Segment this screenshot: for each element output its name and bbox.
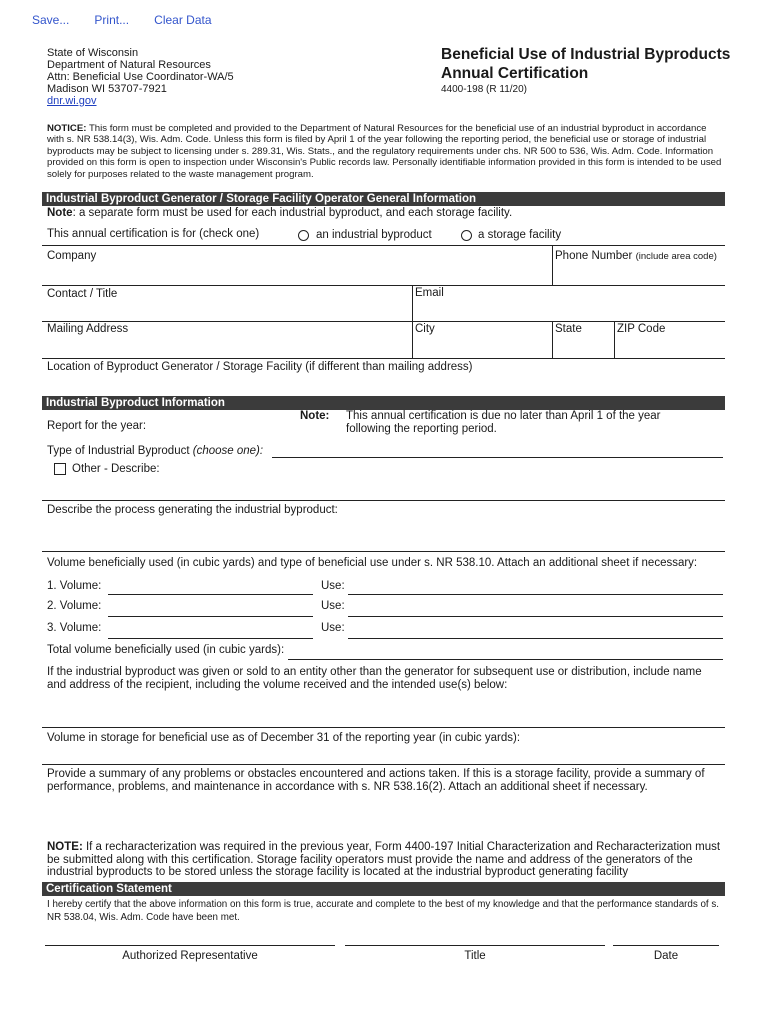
volume-2-field[interactable] (108, 616, 313, 617)
report-year-label: Report for the year: (47, 420, 147, 432)
state-label: State (555, 323, 582, 335)
check-one-label: This annual certification is for (check one) (47, 228, 260, 240)
byproduct-type-label (47, 445, 263, 457)
volume-3-field[interactable] (108, 638, 313, 639)
due-note-label: Note: (300, 410, 330, 422)
save-link[interactable]: Save... (32, 13, 70, 27)
use-3-label: Use: (321, 622, 345, 634)
process-field[interactable] (42, 519, 725, 550)
phone-label-text: Phone Number (555, 250, 633, 262)
mailing-address-field[interactable] (42, 338, 412, 357)
phone-label (555, 250, 717, 262)
radio-industrial-byproduct[interactable] (298, 230, 309, 241)
agency-line-4: Madison WI 53707-7921 (47, 83, 167, 95)
section-note (47, 207, 512, 219)
city-label: City (415, 323, 435, 335)
recipient-field[interactable] (42, 693, 725, 726)
use-3-field[interactable] (348, 638, 723, 639)
date-field[interactable] (613, 945, 719, 946)
form-title-line-2: Annual Certification (441, 65, 589, 82)
section-note-text: : a separate form must be used for each industrial byproduct, and each storage facility. (72, 207, 513, 219)
divider (42, 500, 725, 501)
agency-website-link[interactable]: dnr.wi.gov (47, 95, 97, 107)
divider (42, 358, 725, 359)
radio-industrial-byproduct-label: an industrial byproduct (316, 229, 432, 241)
byproduct-type-label-text: Type of Industrial Byproduct (47, 445, 193, 457)
form-title-line-1: Beneficial Use of Industrial Byproducts (441, 46, 731, 63)
phone-hint: (include area code) (635, 251, 717, 262)
process-label: Describe the process generating the industrial byproduct: (47, 504, 338, 516)
agency-line-3: Attn: Beneficial Use Coordinator-WA/5 (47, 71, 234, 83)
divider (42, 285, 725, 286)
company-field[interactable] (42, 264, 552, 284)
phone-field[interactable] (553, 264, 725, 284)
city-field[interactable] (413, 338, 552, 357)
other-describe-label: Other - Describe: (72, 463, 160, 475)
zip-field[interactable] (615, 338, 725, 357)
divider (42, 551, 725, 552)
agency-address (47, 47, 234, 107)
notice-label: NOTICE: (47, 123, 87, 134)
section-note-label: Note (47, 207, 73, 219)
divider (42, 764, 725, 765)
byproduct-type-field[interactable] (272, 457, 723, 458)
clear-data-link[interactable]: Clear Data (154, 13, 212, 27)
volume-intro: Volume beneficially used (in cubic yards) and type of beneficial use under s. NR 538.10. Attach an additional sheet if necessary: (47, 557, 698, 569)
due-note-line-2: following the reporting period. (346, 423, 497, 435)
recharacterization-note (47, 841, 722, 879)
byproduct-type-hint: (choose one): (192, 445, 264, 457)
notice (47, 123, 725, 180)
recharacterization-note-label: NOTE: (47, 841, 83, 853)
state-field[interactable] (553, 338, 614, 357)
notice-text: This form must be completed and provided to the Department of Natural Resources for the beneficial use of an industrial byproduct in accordance with s. NR 538.14(3), Wis. Adm. Code. Unless this form is filed by April 1 of the year following the reporting period, the beneficial use or storage of industrial byproducts may be subject to licensing under s. 289.31, Wis. Stats., and the regulatory requirements under chs. NR 500 to 536, Wis. Adm. Code. Information provided on this form is open to inspection under Wisconsin's Public records law. Personally identifiable information provided in this form is intended to be used solely for purposes related to the waste management program. (47, 123, 722, 180)
divider (42, 245, 725, 246)
volume-3-label: 3. Volume: (47, 622, 102, 634)
location-label: Location of Byproduct Generator / Storage Facility (if different than mailing address) (47, 361, 473, 373)
title-label: Title (464, 950, 486, 962)
section-general-info-header: Industrial Byproduct Generator / Storage Facility Operator General Information (42, 192, 725, 206)
volume-1-field[interactable] (108, 594, 313, 595)
section-byproduct-info-header: Industrial Byproduct Information (42, 396, 725, 410)
storage-volume-label: Volume in storage for beneficial use as of December 31 of the reporting year (in cubic yards): (47, 732, 521, 744)
agency-line-1: State of Wisconsin (47, 47, 139, 59)
agency-line-2: Department of Natural Resources (47, 59, 211, 71)
use-2-field[interactable] (348, 616, 723, 617)
location-field[interactable] (42, 376, 725, 394)
mailing-address-label: Mailing Address (47, 323, 129, 335)
date-label: Date (653, 950, 679, 962)
divider (42, 321, 725, 322)
certification-statement: I hereby certify that the above information on this form is true, accurate and complete to the best of my knowledge and that the performance standards of s. NR 538.04, Wis. Adm. Code have been met. (47, 899, 719, 923)
volume-2-label: 2. Volume: (47, 600, 102, 612)
volume-1-label: 1. Volume: (47, 580, 102, 592)
email-field[interactable] (413, 302, 725, 320)
recharacterization-note-text: If a recharacterization was required in the previous year, Form 4400-197 Initial Characterization and Recharacterization must be submitted along with this certification. Storage facility operators must provide the name and address of the generators of the industrial byproducts to be stored unless the storage facility is located at the industrial byproduct generating facility (47, 841, 721, 878)
contact-field[interactable] (42, 302, 412, 320)
email-label: Email (415, 287, 444, 299)
form-number: 4400-198 (R 11/20) (441, 84, 527, 95)
title-field[interactable] (345, 945, 605, 946)
report-year-field[interactable] (150, 416, 290, 432)
other-checkbox[interactable] (54, 463, 66, 475)
radio-storage-facility-label: a storage facility (478, 229, 562, 241)
print-link[interactable]: Print... (94, 13, 130, 27)
other-describe-field[interactable] (170, 462, 725, 478)
storage-volume-field[interactable] (42, 747, 725, 763)
toolbar (32, 13, 234, 27)
due-note-line-1: This annual certification is due no later than April 1 of the year (346, 410, 661, 422)
use-1-label: Use: (321, 580, 345, 592)
total-volume-field[interactable] (288, 659, 723, 660)
divider (42, 727, 725, 728)
use-1-field[interactable] (348, 594, 723, 595)
problems-summary-field[interactable] (42, 795, 725, 835)
contact-label: Contact / Title (47, 288, 118, 300)
zip-label: ZIP Code (617, 323, 666, 335)
recipient-instructions: If the industrial byproduct was given or sold to an entity other than the generator for subsequent use or distribution, include name and address of the recipient, including the volume received and the intended use(s) below: (47, 666, 702, 691)
problems-summary-label: Provide a summary of any problems or obstacles encountered and actions taken. If this is a storage facility, provide a summary of performance, problems, and maintenance in accordance with s. NR 538.16(2). Attach an additional sheet if necessary. (47, 768, 705, 793)
form-title (441, 45, 730, 83)
section-certification-header: Certification Statement (42, 882, 725, 896)
radio-storage-facility[interactable] (461, 230, 472, 241)
use-2-label: Use: (321, 600, 345, 612)
total-volume-label: Total volume beneficially used (in cubic yards): (47, 644, 285, 656)
authorized-representative-label: Authorized Representative (122, 950, 258, 962)
company-label: Company (47, 250, 97, 262)
authorized-representative-field[interactable] (45, 945, 335, 946)
